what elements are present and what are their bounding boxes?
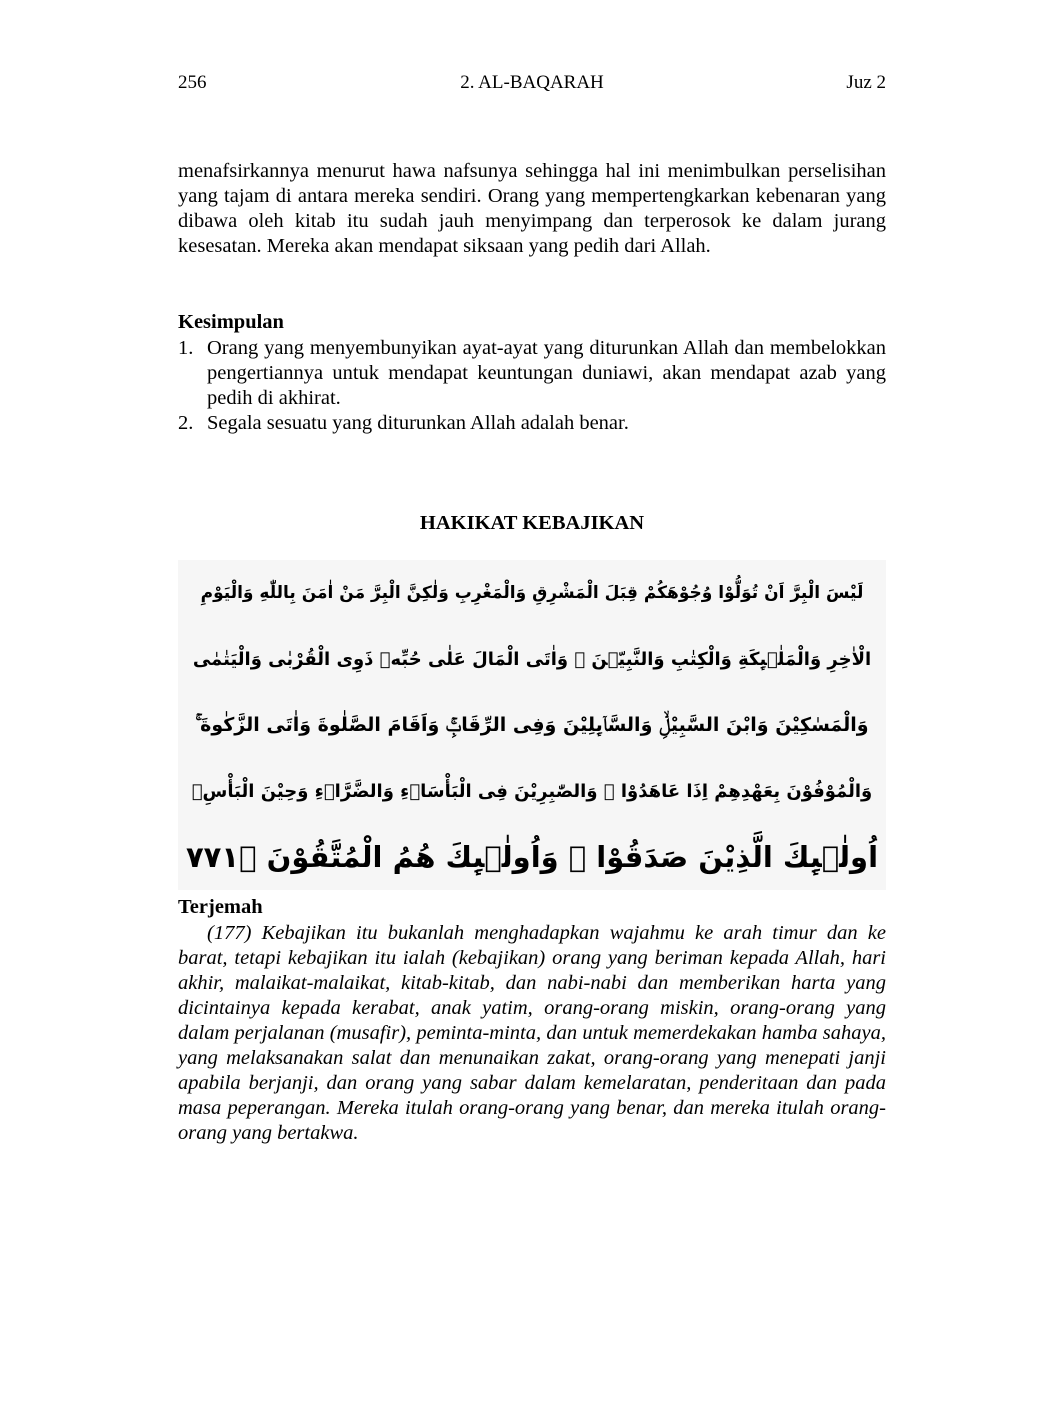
arabic-line-text: لَيْسَ الْبِرَّ اَنْ تُوَلُّوْا وُجُوْهَكُمْ قِبَلَ الْمَشْرِقِ وَالْمَغْرِبِ وَلٰكِنَّ الْبِرَّ مَنْ اٰمَنَ بِاللّٰهِ وَالْيَوْمِ [200, 583, 864, 603]
list-item-text: Segala sesuatu yang diturunkan Allah adalah benar. [207, 412, 629, 434]
arabic-line [178, 758, 886, 824]
list-item-text: Orang yang menyembunyikan ayat-ayat yang diturunkan Allah dan membelokkan pengertiannya untuk mendapat keuntungan duniawi, akan mendapat azab yang pedih di akhirat. [207, 337, 886, 409]
arabic-verse-block [178, 560, 886, 890]
terjemah-text: (177) Kebajikan itu bukanlah menghadapkan wajahmu ke arah timur dan ke barat, tetapi kebajikan itu ialah (kebajikan) orang yang beriman kepada Allah, hari akhir, malaikat-malaikat, kitab-kitab, dan nabi-nabi dan memberikan harta yang dicintainya kepada kerabat, anak yatim, orang-orang miskin, orang-orang yang dalam perjalanan (musafir), peminta-minta, dan untuk memerdekakan hamba sahaya, yang melaksanakan salat dan menunaikan zakat, orang-orang yang menepati janji apabila berjanji, dan orang yang sabar dalam kemelaratan, penderitaan dan pada masa peperangan. Mereka itulah orang-orang yang benar, dan mereka itulah orang-orang yang bertakwa. [178, 922, 886, 1144]
arabic-line-text: وَالْمَسٰكِيْنَ وَابْنَ السَّبِيْلِۙ وَالسَّاۤىِٕلِيْنَ وَفِى الرِّقَابِۚ وَاَقَامَ الصَّلٰوةَ وَاٰتَى الزَّكٰوةَ ۚ [195, 714, 869, 736]
arabic-line [178, 692, 886, 758]
terjemah-heading: Terjemah [178, 896, 263, 918]
kesimpulan-list [178, 336, 886, 436]
list-item [178, 411, 886, 436]
arabic-line [178, 626, 886, 692]
page-number: 256 [178, 72, 207, 93]
list-number: 1. [178, 337, 194, 359]
page-header [178, 72, 886, 98]
arabic-line-text: اُولٰۤىِٕكَ الَّذِيْنَ صَدَقُوْا ۗ وَاُولٰۤىِٕكَ هُمُ الْمُتَّقُوْنَ ۝١٧٧ [185, 840, 879, 874]
kesimpulan-heading: Kesimpulan [178, 311, 284, 333]
list-number: 2. [178, 412, 194, 434]
arabic-line-text: وَالْمُوْفُوْنَ بِعَهْدِهِمْ اِذَا عَاهَدُوْا ۚ وَالصّٰبِرِيْنَ فِى الْبَأْسَاۤءِ وَالضَّرَّاۤءِ وَحِيْنَ الْبَأْسِۗ [191, 780, 873, 802]
arabic-line-text: الْاٰخِرِ وَالْمَلٰۤىِٕكَةِ وَالْكِتٰبِ وَالنَّبِيّٖنَ ۚ وَاٰتَى الْمَالَ عَلٰى حُبِّهٖ ذَوِى الْقُرْبٰى وَالْيَتٰمٰى [192, 648, 872, 670]
surah-title: 2. AL-BAQARAH [460, 72, 604, 93]
arabic-line [178, 824, 886, 890]
intro-paragraph: menafsirkannya menurut hawa nafsunya sehingga hal ini menimbulkan perselisihan yang tajam di antara mereka sendiri. Orang yang mempertengkarkan kebenaran yang dibawa oleh kitab itu sudah jauh menyimpang dan terperosok ke dalam jurang kesesatan. Mereka akan mendapat siksaan yang pedih dari Allah. [178, 160, 886, 257]
section-title: HAKIKAT KEBAJIKAN [419, 512, 645, 534]
arabic-line [178, 560, 886, 626]
juz-label: Juz 2 [846, 72, 886, 93]
list-item [178, 336, 886, 411]
